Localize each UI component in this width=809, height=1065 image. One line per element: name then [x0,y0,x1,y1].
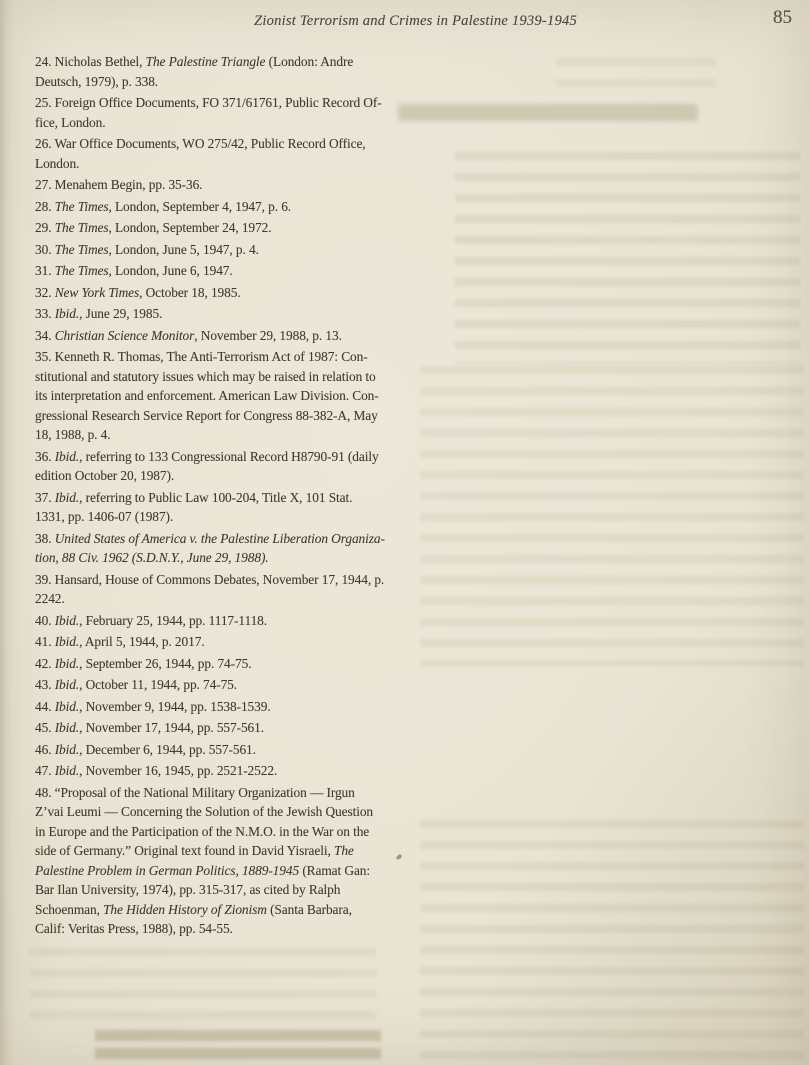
endnote-line: 32. New York Times, October 18, 1985. [35,284,241,300]
bleed-through-text [455,152,800,364]
endnote-42 [35,654,417,674]
bleed-through-heading [95,1030,381,1065]
endnote-line: 39. Hansard, House of Commons Debates, November 17, 1944, p. [35,571,385,587]
endnote-line: 37. Ibid., referring to Public Law 100-204, Title X, 101 Stat. [35,489,353,505]
endnote-37 [35,488,417,527]
endnote-line: 38. United States of America v. the Palestine Liberation Organiza- [35,530,385,546]
endnote-48 [35,783,417,939]
endnote-46 [35,740,417,760]
endnote-24 [35,52,417,91]
endnote-line: gressional Research Service Report for Congress 88-382-A, May [35,407,378,423]
endnotes-list [35,52,417,941]
bleed-through-text [420,820,804,1062]
endnote-47 [35,761,417,781]
endnote-44 [35,697,417,717]
endnote-line: in Europe and the Participation of the N.M.O. in the War on the [35,823,370,839]
endnote-32 [35,283,417,303]
endnote-line: 25. Foreign Office Documents, FO 371/61761, Public Record Of- [35,95,382,110]
endnote-line: 24. Nicholas Bethel, The Palestine Triangle (London: Andre [35,54,354,69]
endnote-line: 1331, pp. 1406-07 (1987). [35,509,174,524]
endnote-line: 36. Ibid., referring to 133 Congressional Record H8790-91 (daily [35,448,379,464]
endnote-line: fice, London. [35,114,106,130]
bleed-through-text [30,948,376,1030]
bleed-through-text [420,366,804,666]
endnote-line: edition October 20, 1987). [35,468,175,483]
endnote-line: 27. Menahem Begin, pp. 35-36. [35,177,203,192]
endnote-39 [35,570,417,609]
endnote-line: 29. The Times, London, September 24, 1972. [35,220,272,235]
endnote-30 [35,240,417,260]
endnote-33 [35,304,417,324]
endnote-line: Z’vai Leumi — Concerning the Solution of the Jewish Question [35,804,374,819]
endnote-line: Bar Ilan University, 1974), pp. 315-317, as cited by Ralph [35,882,341,897]
endnote-34 [35,326,417,346]
endnote-45 [35,718,417,738]
endnote-line: Calif: Veritas Press, 1988), pp. 54-55. [35,921,233,936]
endnote-line: 26. War Office Documents, WO 275/42, Public Record Office, [35,136,366,151]
endnote-36 [35,447,417,486]
endnote-line: 2242. [35,591,65,606]
endnote-line: 34. Christian Science Monitor, November 29, 1988, p. 13. [35,327,342,343]
endnote-line: Palestine Problem in German Politics, 1889-1945 (Ramat Gan: [35,862,371,878]
endnote-line: 40. Ibid., February 25, 1944, pp. 1117-1118. [35,612,268,628]
endnote-line: 31. The Times, London, June 6, 1947. [35,263,233,278]
endnote-line: 48. “Proposal of the National Military Organization — Irgun [35,784,355,800]
endnote-26 [35,134,417,173]
running-header-title: Zionist Terrorism and Crimes in Palestine 1939-1945 [254,13,577,29]
endnote-line: 41. Ibid., April 5, 1944, p. 2017. [35,634,205,649]
bleed-through-heading [398,104,698,121]
endnote-29 [35,218,417,238]
endnote-line: Schoenman, The Hidden History of Zionism (Santa Barbara, [35,901,352,917]
endnote-line: 35. Kenneth R. Thomas, The Anti-Terrorism Act of 1987: Con- [35,349,368,364]
endnote-line: 42. Ibid., September 26, 1944, pp. 74-75. [35,655,252,671]
endnote-40 [35,611,417,631]
endnote-line: 28. The Times, London, September 4, 1947, p. 6. [35,198,292,214]
endnote-25 [35,93,417,132]
endnote-line: Deutsch, 1979), p. 338. [35,73,159,89]
endnote-line: 18, 1988, p. 4. [35,427,111,442]
endnote-line: 43. Ibid., October 11, 1944, pp. 74-75. [35,677,238,692]
endnote-line: London. [35,155,80,171]
endnote-line: 33. Ibid., June 29, 1985. [35,306,163,321]
endnote-line: 44. Ibid., November 9, 1944, pp. 1538-1539. [35,698,271,714]
endnote-line: tion, 88 Civ. 1962 (S.D.N.Y., June 29, 1988). [35,550,269,565]
endnote-27 [35,175,417,195]
endnote-38 [35,529,417,568]
endnote-28 [35,197,417,217]
endnote-line: its interpretation and enforcement. American Law Division. Con- [35,388,379,403]
endnote-line: 47. Ibid., November 16, 1945, pp. 2521-2522. [35,763,278,778]
bleed-through-text [556,58,716,98]
endnote-line: 46. Ibid., December 6, 1944, pp. 557-561. [35,741,256,757]
endnote-41 [35,632,417,652]
endnote-35 [35,347,417,445]
endnote-line: 30. The Times, London, June 5, 1947, p. 4. [35,241,259,257]
page-number: 85 [773,7,792,28]
endnote-line: stitutional and statutory issues which may be raised in relation to [35,368,376,384]
endnote-43 [35,675,417,695]
endnote-line: 45. Ibid., November 17, 1944, pp. 557-561. [35,720,264,735]
endnote-31 [35,261,417,281]
endnote-line: side of Germany.” Original text found in David Yisraeli, The [35,843,354,858]
